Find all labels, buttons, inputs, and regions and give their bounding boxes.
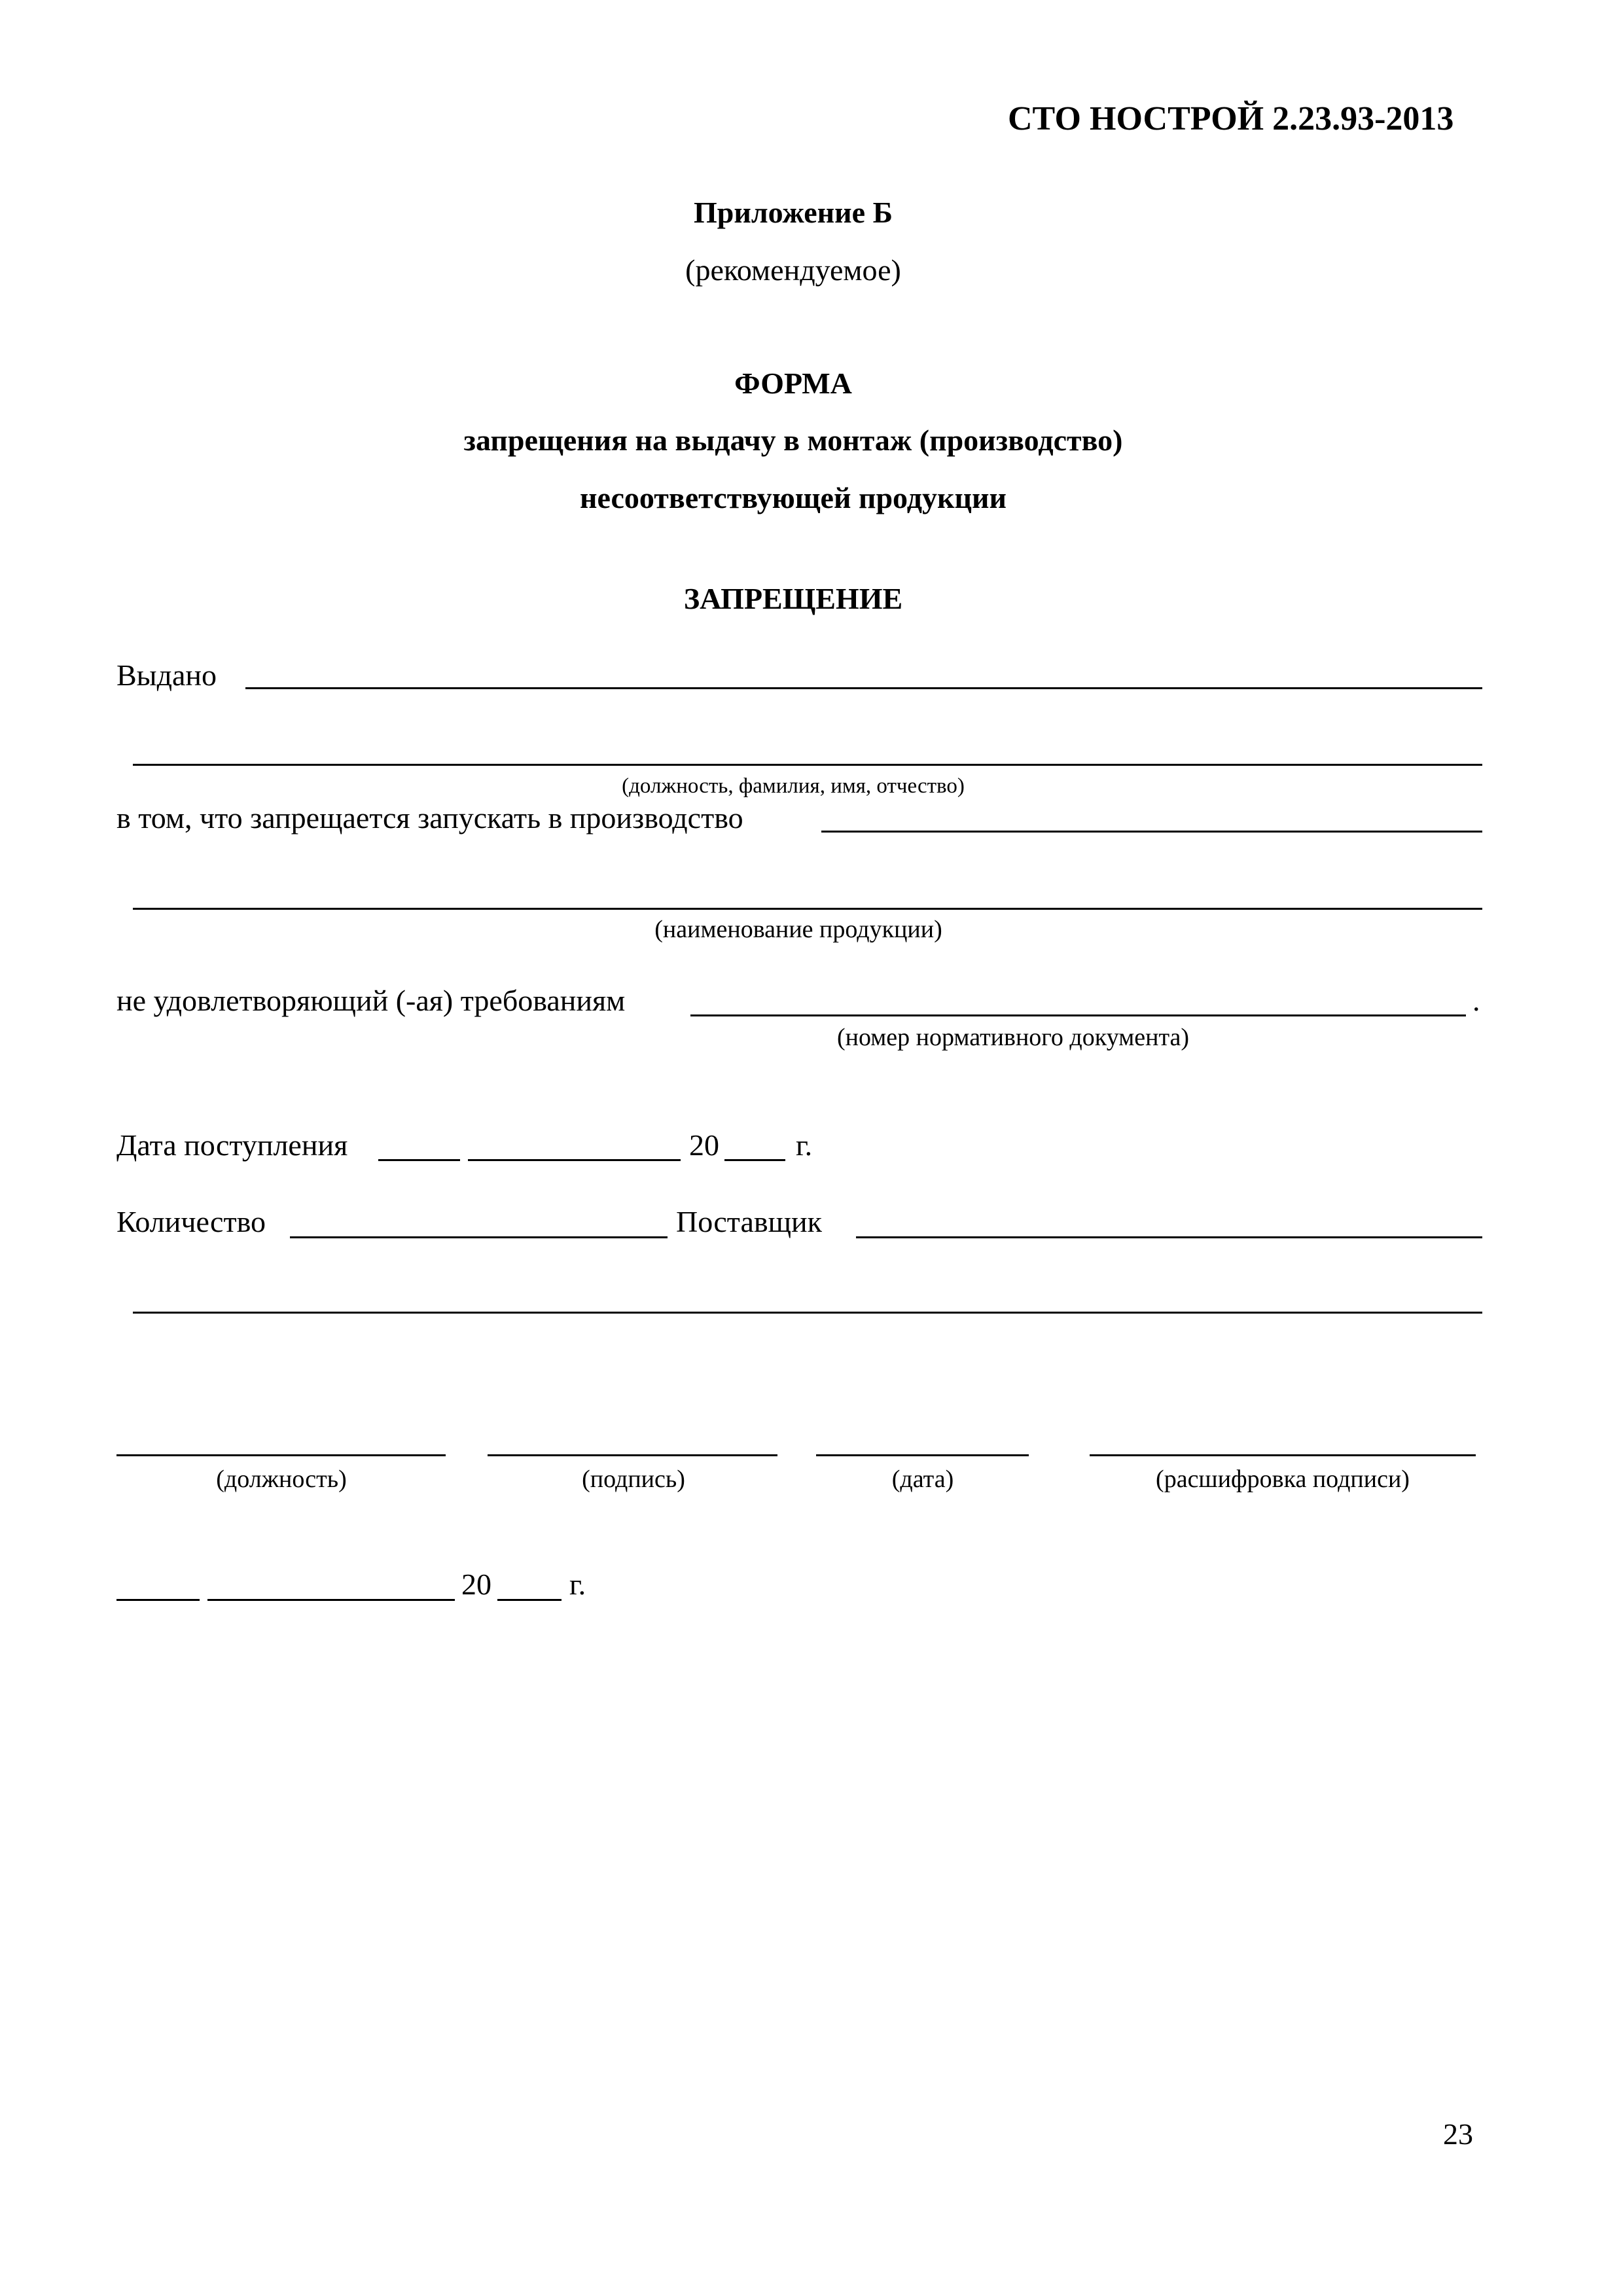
product-field-continuation[interactable] <box>133 908 1482 910</box>
receipt-month-field[interactable] <box>468 1159 681 1161</box>
receipt-date-label: Дата поступления <box>116 1128 348 1162</box>
date-caption: (дата) <box>891 1465 954 1493</box>
page-number: 23 <box>1443 2117 1473 2151</box>
form-title-line-2: несоответствующей продукции <box>579 481 1007 514</box>
supplier-label: Поставщик <box>676 1205 822 1238</box>
form-heading: ЗАПРЕЩЕНИЕ <box>683 582 903 615</box>
receipt-day-field[interactable] <box>378 1159 460 1161</box>
appendix-title: Приложение Б <box>693 196 893 229</box>
position-signature-field[interactable] <box>116 1454 446 1456</box>
footer-year-suffix: г. <box>569 1568 586 1601</box>
normative-document-field[interactable] <box>690 1014 1466 1016</box>
appendix-subtitle: (рекомендуемое) <box>685 253 901 287</box>
product-caption: (наименование продукции) <box>654 916 942 943</box>
quantity-label: Количество <box>116 1205 266 1238</box>
issued-to-field-continuation[interactable] <box>133 764 1482 766</box>
requirements-caption: (номер нормативного документа) <box>836 1024 1190 1051</box>
footer-month-field[interactable] <box>207 1599 455 1601</box>
decoding-caption: (расшифровка подписи) <box>1156 1465 1410 1493</box>
supplier-field[interactable] <box>856 1236 1482 1238</box>
quantity-field[interactable] <box>290 1236 668 1238</box>
position-caption: (должность) <box>216 1465 347 1493</box>
document-code: СТО НОСТРОЙ 2.23.93-2013 <box>1008 100 1454 137</box>
form-title: ФОРМА <box>734 367 852 400</box>
footer-year-field[interactable] <box>497 1599 562 1601</box>
prohibition-label: в том, что запрещается запускать в производство <box>116 801 743 834</box>
requirements-label: не удовлетворяющий (-ая) требованиям <box>116 984 626 1017</box>
product-field[interactable] <box>821 831 1482 833</box>
issued-to-field[interactable] <box>245 687 1482 689</box>
signature-decoding-field[interactable] <box>1090 1454 1476 1456</box>
signature-field[interactable] <box>488 1454 777 1456</box>
issued-caption: (должность, фамилия, имя, отчество) <box>622 774 965 798</box>
footer-day-field[interactable] <box>116 1599 200 1601</box>
receipt-year-field[interactable] <box>724 1159 785 1161</box>
signature-date-field[interactable] <box>816 1454 1029 1456</box>
issued-label: Выдано <box>116 658 217 692</box>
form-title-line-1: запрещения на выдачу в монтаж (производство) <box>463 423 1123 457</box>
receipt-year-prefix: 20 <box>689 1128 719 1162</box>
signature-caption: (подпись) <box>582 1465 685 1493</box>
requirements-end-period: . <box>1472 984 1480 1017</box>
receipt-year-suffix: г. <box>796 1128 813 1162</box>
supplier-field-continuation[interactable] <box>133 1312 1482 1314</box>
footer-year-prefix: 20 <box>461 1568 491 1601</box>
